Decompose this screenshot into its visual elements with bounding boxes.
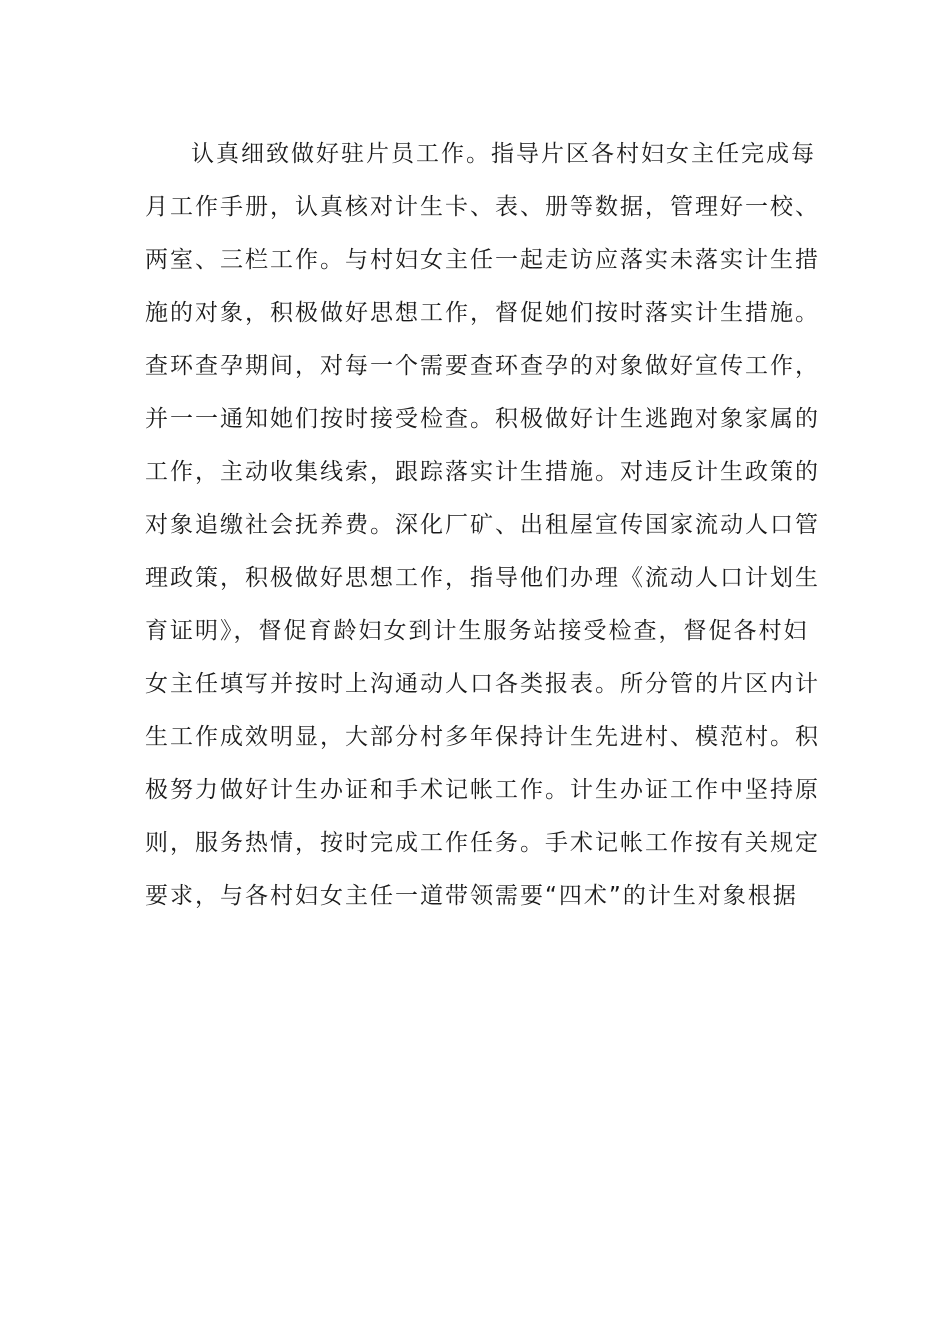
text-line: 则，服务热情，按时完成工作任务。手术记帐工作按有关规定 — [145, 830, 820, 856]
text-line: 并一一通知她们按时接受检查。积极做好计生逃跑对象家属的 — [145, 406, 820, 432]
text-line: 月工作手册，认真核对计生卡、表、册等数据，管理好一校、 — [145, 194, 820, 220]
text-line: 施的对象，积极做好思想工作，督促她们按时落实计生措施。 — [145, 300, 820, 326]
text-line: 理政策，积极做好思想工作，指导他们办理《流动人口计划生 — [145, 565, 820, 591]
text-line: 工作，主动收集线索，跟踪落实计生措施。对违反计生政策的 — [145, 459, 820, 485]
text-line: 女主任填写并按时上沟通动人口各类报表。所分管的片区内计 — [145, 671, 820, 697]
text-line: 查环查孕期间，对每一个需要查环查孕的对象做好宣传工作， — [145, 353, 820, 379]
text-line: 两室、三栏工作。与村妇女主任一起走访应落实未落实计生措 — [145, 247, 820, 273]
text-line: 极努力做好计生办证和手术记帐工作。计生办证工作中坚持原 — [145, 777, 820, 803]
text-line: 育证明》，督促育龄妇女到计生服务站接受检查，督促各村妇 — [145, 618, 809, 644]
text-line: 认真细致做好驻片员工作。指导片区各村妇女主任完成每 — [191, 141, 816, 167]
text-line: 生工作成效明显，大部分村多年保持计生先进村、模范村。积 — [145, 724, 820, 750]
text-line: 对象追缴社会抚养费。深化厂矿、出租屋宣传国家流动人口管 — [145, 512, 820, 538]
text-line: 要求，与各村妇女主任一道带领需要“四术”的计生对象根据 — [145, 883, 798, 909]
body-paragraph — [145, 128, 820, 923]
